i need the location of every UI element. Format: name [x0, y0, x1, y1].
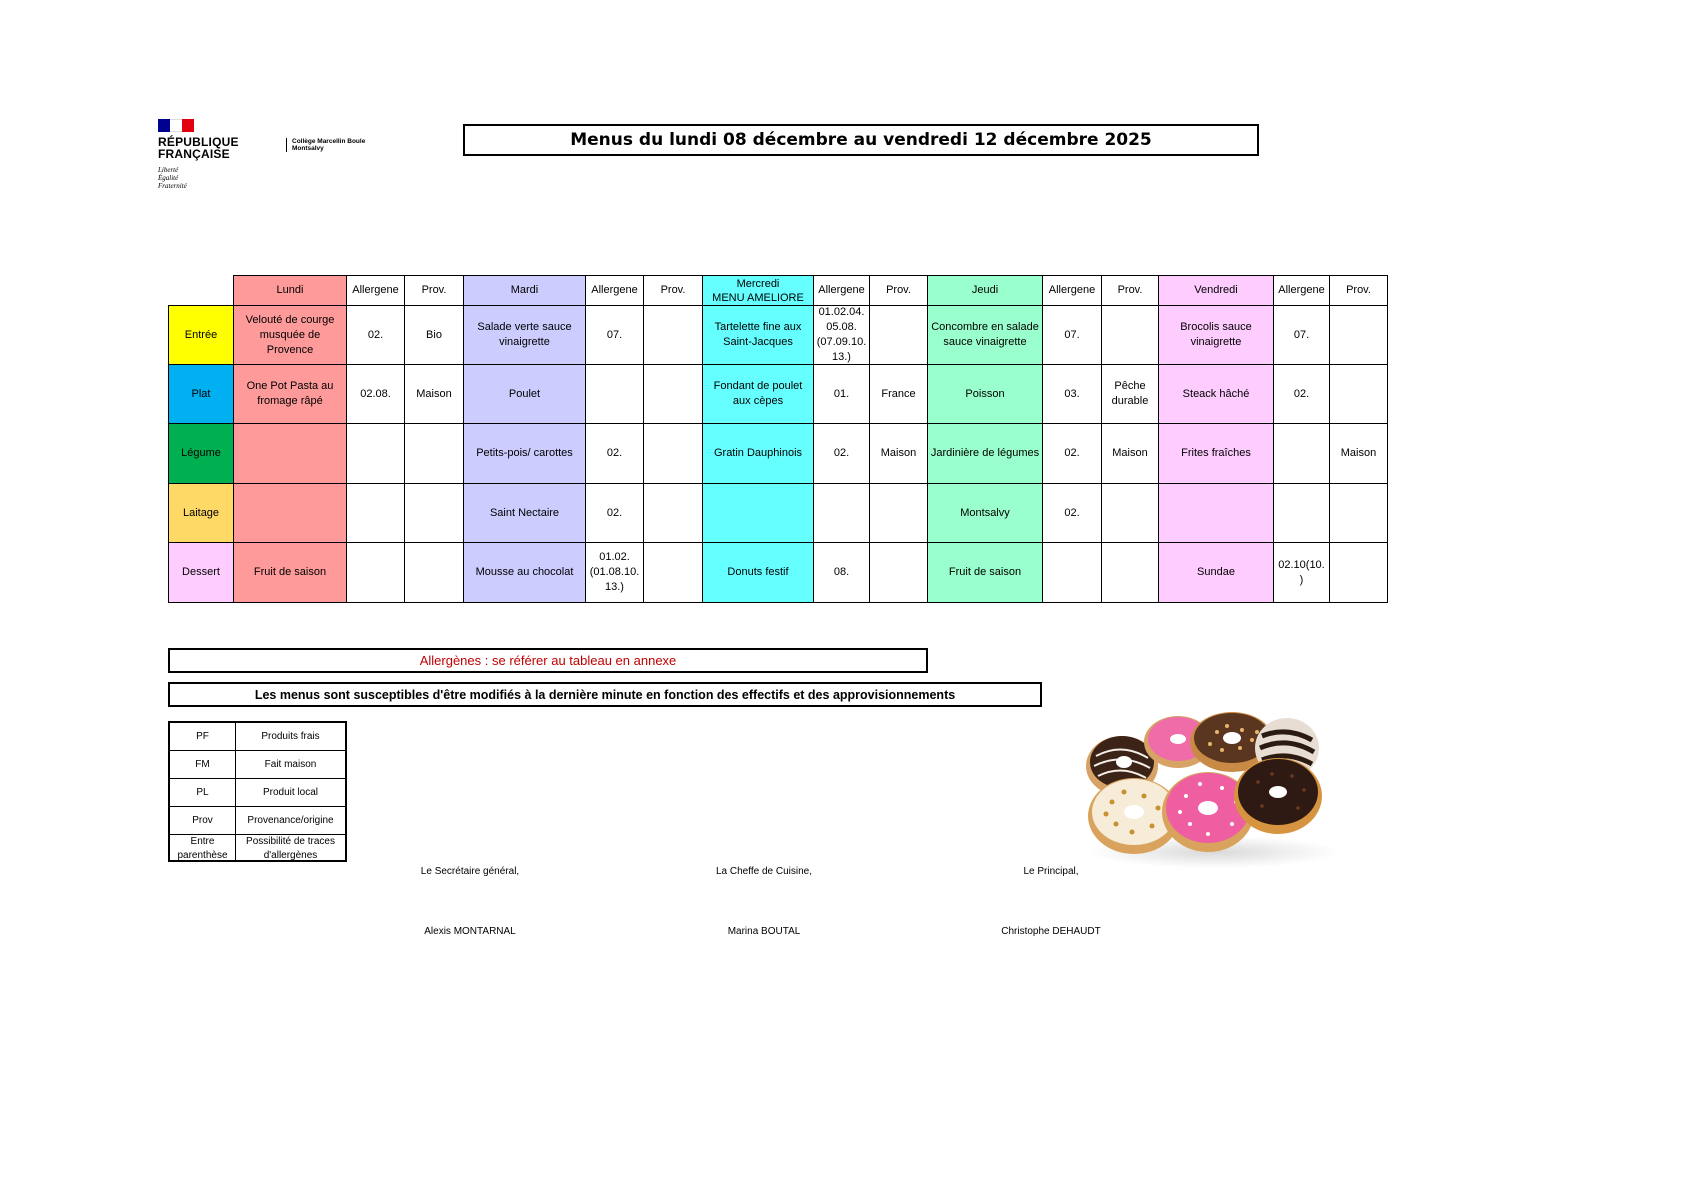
dish-cell: Mousse au chocolat: [464, 543, 586, 603]
legend-desc: Produits frais: [261, 730, 320, 742]
dish-cell: Poulet: [464, 365, 586, 424]
allergen-cell: [1274, 424, 1330, 484]
dish-cell: Brocolis sauce vinaigrette: [1159, 306, 1274, 365]
logo-separator: [286, 138, 287, 152]
legend-code: Prov: [170, 807, 236, 834]
legend-desc: Fait maison: [264, 758, 317, 770]
dish-cell: Salade verte sauce vinaigrette: [464, 306, 586, 365]
signature-name-secretaire: Alexis MONTARNAL: [424, 926, 516, 937]
prov-cell: Maison: [1102, 424, 1159, 484]
signature-role-secretaire: Le Secrétaire général,: [420, 866, 520, 877]
weekly-menu-table: [168, 275, 1377, 604]
allergen-cell: 02.: [347, 306, 405, 365]
legend-row: [170, 751, 345, 779]
allergen-cell: 02.10(10. ): [1274, 543, 1330, 603]
dish-cell: Poisson: [928, 365, 1043, 424]
allergen-cell: 02.: [1274, 365, 1330, 424]
menu-ameliore-label: MENU AMELIORE: [712, 291, 804, 304]
row-label-plat: Plat: [168, 365, 234, 424]
page-title: Menus du lundi 08 décembre au vendredi 12 décembre 2025: [463, 124, 1259, 156]
prov-cell: Maison: [405, 365, 464, 424]
dish-cell: Frites fraîches: [1159, 424, 1274, 484]
dish-cell: Fruit de saison: [234, 543, 347, 603]
allergen-cell: 01.02. (01.08.10. 13.): [586, 543, 644, 603]
column-header-allergen: Allergene: [347, 275, 405, 306]
allergen-cell: [347, 424, 405, 484]
legend-table: [168, 721, 347, 862]
signature-name-principal: Christophe DEHAUDT: [1001, 926, 1101, 937]
legend-row: [170, 779, 345, 807]
allergen-cell: [1043, 543, 1102, 603]
column-header-vendredi: Vendredi: [1159, 275, 1274, 306]
mercredi-label: Mercredi: [736, 277, 780, 290]
republic-name: RÉPUBLIQUE FRANÇAISE: [158, 135, 239, 161]
prov-cell: [405, 484, 464, 543]
legend-code: PL: [170, 779, 236, 806]
allergen-cell: 02.: [814, 424, 870, 484]
prov-cell: [870, 543, 928, 603]
column-header-allergen: Allergene: [586, 275, 644, 306]
dish-cell: Velouté de courge musquée de Provence: [234, 306, 347, 365]
prov-cell: [1330, 484, 1388, 543]
dish-cell: Fondant de poulet aux cèpes: [703, 365, 814, 424]
prov-cell: [1102, 306, 1159, 365]
prov-cell: [644, 543, 703, 603]
allergen-cell: [347, 484, 405, 543]
dish-cell: [703, 484, 814, 543]
allergen-note: Allergènes : se référer au tableau en annexe: [168, 648, 928, 673]
column-header-allergen: Allergene: [1274, 275, 1330, 306]
dish-cell: [234, 484, 347, 543]
prov-cell: Pêche durable: [1102, 365, 1159, 424]
dish-cell: One Pot Pasta au fromage râpé: [234, 365, 347, 424]
allergen-cell: 02.: [1043, 484, 1102, 543]
prov-cell: [644, 365, 703, 424]
republique-francaise-logo: [158, 119, 388, 191]
french-flag-icon: [158, 119, 194, 132]
prov-cell: [405, 424, 464, 484]
donuts-illustration: [1082, 712, 1346, 870]
dish-cell: Saint Nectaire: [464, 484, 586, 543]
dish-cell: [234, 424, 347, 484]
allergen-cell: 02.: [586, 424, 644, 484]
legend-code: PF: [170, 723, 236, 750]
column-header-prov: Prov.: [870, 275, 928, 306]
signature-role-cheffe: La Cheffe de Cuisine,: [716, 866, 812, 877]
column-header-allergen: Allergene: [814, 275, 870, 306]
dish-cell: Steack hâché: [1159, 365, 1274, 424]
menu-warning: Les menus sont susceptibles d'être modifiés à la dernière minute en fonction des effectifs et des approvisionnements: [168, 682, 1042, 707]
row-label-entree: Entrée: [168, 306, 234, 365]
row-label-legume: Légume: [168, 424, 234, 484]
dish-cell: [1159, 484, 1274, 543]
column-header-lundi: Lundi: [234, 275, 347, 306]
college-name: Collège Marcellin Boule Montsalvy: [292, 138, 366, 152]
allergen-cell: 03.: [1043, 365, 1102, 424]
allergen-cell: 02.: [586, 484, 644, 543]
legend-row: [170, 807, 345, 835]
column-header-prov: Prov.: [644, 275, 703, 306]
allergen-cell: [814, 484, 870, 543]
allergen-cell: 01.: [814, 365, 870, 424]
legend-desc: Provenance/origine: [247, 814, 334, 826]
legend-row: [170, 835, 345, 862]
signature-name-cheffe: Marina BOUTAL: [727, 926, 801, 937]
table-corner: [168, 275, 234, 306]
column-header-prov: Prov.: [1102, 275, 1159, 306]
row-label-dessert: Dessert: [168, 543, 234, 603]
dish-cell: Montsalvy: [928, 484, 1043, 543]
column-header-mercredi: [703, 275, 814, 306]
prov-cell: [870, 484, 928, 543]
allergen-cell: [347, 543, 405, 603]
allergen-cell: 02.08.: [347, 365, 405, 424]
prov-cell: [1330, 365, 1388, 424]
allergen-cell: [1274, 484, 1330, 543]
signature-role-principal: Le Principal,: [1023, 866, 1079, 877]
legend-code: Entre parenthèse: [170, 835, 236, 862]
column-header-jeudi: Jeudi: [928, 275, 1043, 306]
column-header-prov: Prov.: [405, 275, 464, 306]
dish-cell: Tartelette fine aux Saint-Jacques: [703, 306, 814, 365]
allergen-cell: 07.: [586, 306, 644, 365]
prov-cell: [1330, 306, 1388, 365]
allergen-cell: 07.: [1043, 306, 1102, 365]
prov-cell: [1102, 543, 1159, 603]
prov-cell: Bio: [405, 306, 464, 365]
column-header-mardi: Mardi: [464, 275, 586, 306]
legend-row: [170, 723, 345, 751]
legend-desc: Produit local: [262, 786, 319, 798]
dish-cell: Fruit de saison: [928, 543, 1043, 603]
dish-cell: Donuts festif: [703, 543, 814, 603]
column-header-allergen: Allergene: [1043, 275, 1102, 306]
dish-cell: Concombre en salade sauce vinaigrette: [928, 306, 1043, 365]
row-label-laitage: Laitage: [168, 484, 234, 543]
prov-cell: [870, 306, 928, 365]
column-header-prov: Prov.: [1330, 275, 1388, 306]
allergen-cell: 02.: [1043, 424, 1102, 484]
legend-code: FM: [170, 751, 236, 778]
legend-desc: Possibilité de traces d'allergènes: [246, 835, 335, 861]
dish-cell: Petits-pois/ carottes: [464, 424, 586, 484]
prov-cell: [1102, 484, 1159, 543]
dish-cell: Sundae: [1159, 543, 1274, 603]
dish-cell: Gratin Dauphinois: [703, 424, 814, 484]
prov-cell: [1330, 543, 1388, 603]
prov-cell: [644, 484, 703, 543]
prov-cell: [644, 306, 703, 365]
allergen-cell: 08.: [814, 543, 870, 603]
dish-cell: Jardinière de légumes: [928, 424, 1043, 484]
prov-cell: Maison: [870, 424, 928, 484]
prov-cell: [644, 424, 703, 484]
allergen-cell: 07.: [1274, 306, 1330, 365]
allergen-cell: 01.02.04. 05.08. (07.09.10. 13.): [814, 306, 870, 365]
allergen-cell: [586, 365, 644, 424]
prov-cell: [405, 543, 464, 603]
prov-cell: Maison: [1330, 424, 1388, 484]
republic-motto: Liberté Égalité Fraternité: [158, 166, 187, 190]
prov-cell: France: [870, 365, 928, 424]
